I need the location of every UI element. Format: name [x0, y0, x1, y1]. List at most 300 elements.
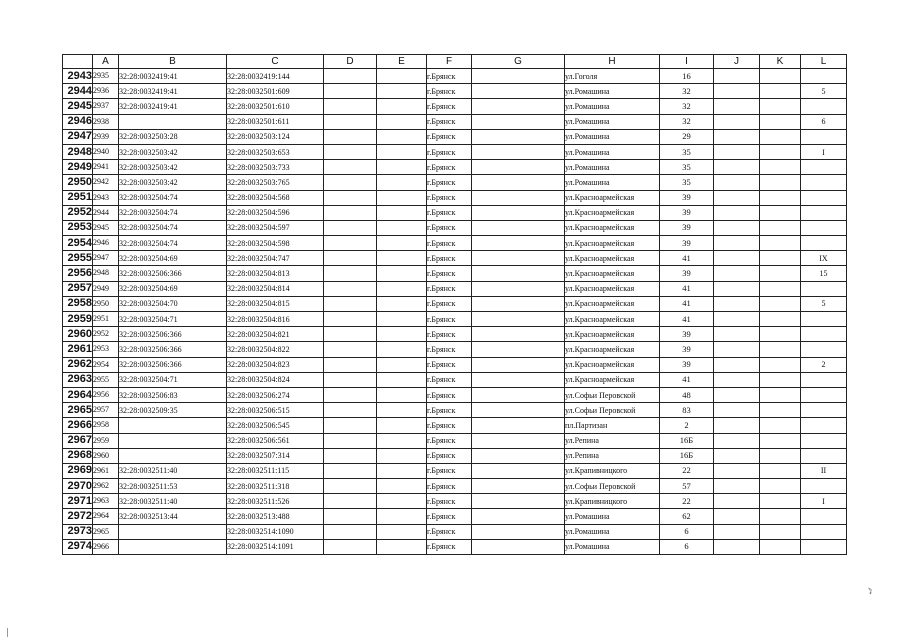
- row-number-cell[interactable]: 2954: [63, 236, 93, 251]
- cell-b[interactable]: 32:28:0032504:74: [119, 236, 227, 251]
- cell-i[interactable]: 39: [660, 220, 714, 235]
- cell-b[interactable]: 32:28:0032506:366: [119, 266, 227, 281]
- cell-b[interactable]: [119, 524, 227, 539]
- cell-i[interactable]: 48: [660, 387, 714, 402]
- row-number-cell[interactable]: 2943: [63, 69, 93, 84]
- cell-j[interactable]: [714, 114, 760, 129]
- cell-h[interactable]: ул.Ромашина: [565, 524, 660, 539]
- cell-e[interactable]: [377, 160, 427, 175]
- cell-g[interactable]: [472, 327, 565, 342]
- cell-c[interactable]: 32:28:0032501:611: [227, 114, 324, 129]
- cell-k[interactable]: [760, 494, 801, 509]
- cell-f[interactable]: г.Брянск: [427, 99, 472, 114]
- cell-i[interactable]: 22: [660, 463, 714, 478]
- cell-j[interactable]: [714, 205, 760, 220]
- cell-h[interactable]: ул.Репина: [565, 448, 660, 463]
- cell-e[interactable]: [377, 433, 427, 448]
- cell-g[interactable]: [472, 448, 565, 463]
- cell-b[interactable]: 32:28:0032513:44: [119, 509, 227, 524]
- cell-h[interactable]: ул.Ромашина: [565, 175, 660, 190]
- cell-g[interactable]: [472, 494, 565, 509]
- cell-d[interactable]: [324, 539, 377, 554]
- cell-j[interactable]: [714, 129, 760, 144]
- cell-b[interactable]: 32:28:0032503:42: [119, 175, 227, 190]
- row-number-cell[interactable]: 2968: [63, 448, 93, 463]
- cell-b[interactable]: 32:28:0032506:366: [119, 327, 227, 342]
- row-number-cell[interactable]: 2951: [63, 190, 93, 205]
- cell-l[interactable]: [801, 312, 847, 327]
- cell-a[interactable]: 2941: [93, 160, 119, 175]
- cell-k[interactable]: [760, 327, 801, 342]
- cell-j[interactable]: [714, 236, 760, 251]
- cell-a[interactable]: 2956: [93, 387, 119, 402]
- cell-i[interactable]: 41: [660, 251, 714, 266]
- cell-a[interactable]: 2950: [93, 296, 119, 311]
- cell-c[interactable]: 32:28:0032514:1091: [227, 539, 324, 554]
- cell-d[interactable]: [324, 418, 377, 433]
- cell-j[interactable]: [714, 220, 760, 235]
- cell-j[interactable]: [714, 84, 760, 99]
- cell-k[interactable]: [760, 190, 801, 205]
- cell-c[interactable]: 32:28:0032501:609: [227, 84, 324, 99]
- cell-f[interactable]: г.Брянск: [427, 372, 472, 387]
- cell-d[interactable]: [324, 509, 377, 524]
- row-number-cell[interactable]: 2958: [63, 296, 93, 311]
- cell-k[interactable]: [760, 312, 801, 327]
- cell-f[interactable]: г.Брянск: [427, 266, 472, 281]
- cell-k[interactable]: [760, 372, 801, 387]
- cell-k[interactable]: [760, 342, 801, 357]
- cell-l[interactable]: [801, 372, 847, 387]
- cell-e[interactable]: [377, 236, 427, 251]
- cell-g[interactable]: [472, 84, 565, 99]
- cell-l[interactable]: I: [801, 144, 847, 159]
- cell-i[interactable]: 39: [660, 205, 714, 220]
- row-number-cell[interactable]: 2950: [63, 175, 93, 190]
- cell-k[interactable]: [760, 99, 801, 114]
- cell-j[interactable]: [714, 342, 760, 357]
- cell-b[interactable]: [119, 539, 227, 554]
- cell-h[interactable]: ул.Красноармейская: [565, 266, 660, 281]
- cell-e[interactable]: [377, 99, 427, 114]
- cell-j[interactable]: [714, 433, 760, 448]
- cell-k[interactable]: [760, 251, 801, 266]
- row-number-cell[interactable]: 2953: [63, 220, 93, 235]
- cell-f[interactable]: г.Брянск: [427, 251, 472, 266]
- cell-c[interactable]: 32:28:0032507:314: [227, 448, 324, 463]
- cell-l[interactable]: [801, 220, 847, 235]
- cell-i[interactable]: 35: [660, 175, 714, 190]
- cell-c[interactable]: 32:28:0032506:515: [227, 403, 324, 418]
- cell-f[interactable]: г.Брянск: [427, 524, 472, 539]
- cell-j[interactable]: [714, 190, 760, 205]
- cell-c[interactable]: 32:28:0032514:1090: [227, 524, 324, 539]
- cell-d[interactable]: [324, 99, 377, 114]
- cell-c[interactable]: 32:28:0032504:814: [227, 281, 324, 296]
- cell-j[interactable]: [714, 357, 760, 372]
- cell-h[interactable]: ул.Красноармейская: [565, 357, 660, 372]
- cell-c[interactable]: 32:28:0032503:733: [227, 160, 324, 175]
- cell-g[interactable]: [472, 205, 565, 220]
- cell-k[interactable]: [760, 84, 801, 99]
- cell-e[interactable]: [377, 84, 427, 99]
- cell-b[interactable]: 32:28:0032504:74: [119, 190, 227, 205]
- cell-h[interactable]: ул.Красноармейская: [565, 327, 660, 342]
- cell-g[interactable]: [472, 463, 565, 478]
- cell-c[interactable]: 32:28:0032419:144: [227, 69, 324, 84]
- column-header-a[interactable]: A: [93, 55, 119, 69]
- cell-f[interactable]: г.Брянск: [427, 296, 472, 311]
- cell-f[interactable]: г.Брянск: [427, 144, 472, 159]
- row-number-cell[interactable]: 2966: [63, 418, 93, 433]
- cell-h[interactable]: ул.Красноармейская: [565, 205, 660, 220]
- cell-f[interactable]: г.Брянск: [427, 433, 472, 448]
- cell-l[interactable]: [801, 205, 847, 220]
- cell-f[interactable]: г.Брянск: [427, 463, 472, 478]
- cell-h[interactable]: ул.Софьи Перовской: [565, 387, 660, 402]
- cell-c[interactable]: 32:28:0032511:115: [227, 463, 324, 478]
- cell-a[interactable]: 2940: [93, 144, 119, 159]
- row-number-cell[interactable]: 2960: [63, 327, 93, 342]
- cell-b[interactable]: [119, 448, 227, 463]
- column-header-f[interactable]: F: [427, 55, 472, 69]
- cell-j[interactable]: [714, 144, 760, 159]
- cell-g[interactable]: [472, 144, 565, 159]
- cell-j[interactable]: [714, 403, 760, 418]
- cell-e[interactable]: [377, 251, 427, 266]
- cell-k[interactable]: [760, 539, 801, 554]
- cell-h[interactable]: ул.Ромашина: [565, 99, 660, 114]
- cell-h[interactable]: ул.Красноармейская: [565, 372, 660, 387]
- cell-k[interactable]: [760, 236, 801, 251]
- cell-b[interactable]: 32:28:0032419:41: [119, 84, 227, 99]
- cell-h[interactable]: ул.Ромашина: [565, 84, 660, 99]
- cell-d[interactable]: [324, 69, 377, 84]
- cell-a[interactable]: 2966: [93, 539, 119, 554]
- cell-c[interactable]: 32:28:0032504:598: [227, 236, 324, 251]
- cell-i[interactable]: 16Б: [660, 433, 714, 448]
- cell-i[interactable]: 39: [660, 327, 714, 342]
- cell-l[interactable]: [801, 160, 847, 175]
- cell-c[interactable]: 32:28:0032504:596: [227, 205, 324, 220]
- row-number-cell[interactable]: 2964: [63, 387, 93, 402]
- cell-b[interactable]: 32:28:0032506:366: [119, 342, 227, 357]
- cell-d[interactable]: [324, 479, 377, 494]
- cell-i[interactable]: 16Б: [660, 448, 714, 463]
- cell-e[interactable]: [377, 114, 427, 129]
- cell-h[interactable]: ул.Красноармейская: [565, 342, 660, 357]
- cell-f[interactable]: г.Брянск: [427, 539, 472, 554]
- column-header-i[interactable]: I: [660, 55, 714, 69]
- cell-k[interactable]: [760, 479, 801, 494]
- cell-g[interactable]: [472, 251, 565, 266]
- cell-i[interactable]: 35: [660, 160, 714, 175]
- cell-g[interactable]: [472, 99, 565, 114]
- cell-l[interactable]: II: [801, 463, 847, 478]
- cell-d[interactable]: [324, 220, 377, 235]
- cell-a[interactable]: 2965: [93, 524, 119, 539]
- cell-e[interactable]: [377, 463, 427, 478]
- cell-l[interactable]: [801, 281, 847, 296]
- cell-i[interactable]: 39: [660, 342, 714, 357]
- cell-h[interactable]: ул.Софьи Перовской: [565, 479, 660, 494]
- cell-a[interactable]: 2949: [93, 281, 119, 296]
- cell-j[interactable]: [714, 479, 760, 494]
- column-header-c[interactable]: C: [227, 55, 324, 69]
- cell-e[interactable]: [377, 144, 427, 159]
- cell-d[interactable]: [324, 433, 377, 448]
- cell-b[interactable]: 32:28:0032511:40: [119, 463, 227, 478]
- cell-d[interactable]: [324, 357, 377, 372]
- column-header-j[interactable]: J: [714, 55, 760, 69]
- row-number-cell[interactable]: 2955: [63, 251, 93, 266]
- cell-f[interactable]: г.Брянск: [427, 236, 472, 251]
- cell-k[interactable]: [760, 175, 801, 190]
- cell-b[interactable]: 32:28:0032511:40: [119, 494, 227, 509]
- cell-i[interactable]: 6: [660, 524, 714, 539]
- cell-k[interactable]: [760, 433, 801, 448]
- cell-a[interactable]: 2958: [93, 418, 119, 433]
- cell-a[interactable]: 2957: [93, 403, 119, 418]
- cell-f[interactable]: г.Брянск: [427, 418, 472, 433]
- cell-f[interactable]: г.Брянск: [427, 387, 472, 402]
- cell-b[interactable]: [119, 114, 227, 129]
- cell-h[interactable]: ул.Красноармейская: [565, 251, 660, 266]
- cell-e[interactable]: [377, 129, 427, 144]
- cell-g[interactable]: [472, 114, 565, 129]
- cell-k[interactable]: [760, 403, 801, 418]
- cell-k[interactable]: [760, 129, 801, 144]
- cell-f[interactable]: г.Брянск: [427, 84, 472, 99]
- cell-c[interactable]: 32:28:0032504:597: [227, 220, 324, 235]
- cell-g[interactable]: [472, 175, 565, 190]
- cell-i[interactable]: 39: [660, 357, 714, 372]
- cell-a[interactable]: 2951: [93, 312, 119, 327]
- cell-e[interactable]: [377, 403, 427, 418]
- cell-k[interactable]: [760, 220, 801, 235]
- cell-c[interactable]: 32:28:0032503:765: [227, 175, 324, 190]
- cell-i[interactable]: 57: [660, 479, 714, 494]
- cell-i[interactable]: 39: [660, 266, 714, 281]
- cell-l[interactable]: [801, 448, 847, 463]
- cell-j[interactable]: [714, 387, 760, 402]
- cell-g[interactable]: [472, 418, 565, 433]
- cell-a[interactable]: 2936: [93, 84, 119, 99]
- cell-d[interactable]: [324, 463, 377, 478]
- cell-f[interactable]: г.Брянск: [427, 160, 472, 175]
- cell-g[interactable]: [472, 296, 565, 311]
- cell-a[interactable]: 2954: [93, 357, 119, 372]
- cell-a[interactable]: 2959: [93, 433, 119, 448]
- cell-a[interactable]: 2963: [93, 494, 119, 509]
- cell-k[interactable]: [760, 357, 801, 372]
- cell-a[interactable]: 2944: [93, 205, 119, 220]
- row-number-cell[interactable]: 2972: [63, 509, 93, 524]
- cell-k[interactable]: [760, 69, 801, 84]
- cell-j[interactable]: [714, 372, 760, 387]
- column-header-e[interactable]: E: [377, 55, 427, 69]
- cell-l[interactable]: [801, 403, 847, 418]
- cell-f[interactable]: г.Брянск: [427, 129, 472, 144]
- cell-f[interactable]: г.Брянск: [427, 479, 472, 494]
- cell-c[interactable]: 32:28:0032504:815: [227, 296, 324, 311]
- cell-l[interactable]: [801, 175, 847, 190]
- cell-h[interactable]: ул.Ромашина: [565, 144, 660, 159]
- cell-a[interactable]: 2953: [93, 342, 119, 357]
- cell-f[interactable]: г.Брянск: [427, 357, 472, 372]
- row-number-cell[interactable]: 2963: [63, 372, 93, 387]
- cell-c[interactable]: 32:28:0032504:821: [227, 327, 324, 342]
- cell-e[interactable]: [377, 372, 427, 387]
- cell-i[interactable]: 16: [660, 69, 714, 84]
- cell-d[interactable]: [324, 160, 377, 175]
- cell-k[interactable]: [760, 281, 801, 296]
- cell-h[interactable]: ул.Ромашина: [565, 539, 660, 554]
- cell-e[interactable]: [377, 494, 427, 509]
- cell-a[interactable]: 2938: [93, 114, 119, 129]
- cell-h[interactable]: ул.Софьи Перовской: [565, 403, 660, 418]
- column-header-k[interactable]: K: [760, 55, 801, 69]
- cell-l[interactable]: [801, 524, 847, 539]
- row-number-cell[interactable]: 2944: [63, 84, 93, 99]
- cell-b[interactable]: 32:28:0032503:42: [119, 144, 227, 159]
- row-number-cell[interactable]: 2952: [63, 205, 93, 220]
- column-header-l[interactable]: L: [801, 55, 847, 69]
- cell-j[interactable]: [714, 327, 760, 342]
- cell-i[interactable]: 41: [660, 281, 714, 296]
- cell-c[interactable]: 32:28:0032501:610: [227, 99, 324, 114]
- cell-e[interactable]: [377, 524, 427, 539]
- cell-a[interactable]: 2935: [93, 69, 119, 84]
- cell-l[interactable]: [801, 418, 847, 433]
- cell-l[interactable]: IX: [801, 251, 847, 266]
- cell-g[interactable]: [472, 372, 565, 387]
- row-number-cell[interactable]: 2961: [63, 342, 93, 357]
- cell-c[interactable]: 32:28:0032513:488: [227, 509, 324, 524]
- cell-e[interactable]: [377, 266, 427, 281]
- cell-k[interactable]: [760, 205, 801, 220]
- cell-j[interactable]: [714, 69, 760, 84]
- row-number-cell[interactable]: 2945: [63, 99, 93, 114]
- row-number-cell[interactable]: 2947: [63, 129, 93, 144]
- cell-e[interactable]: [377, 175, 427, 190]
- cell-g[interactable]: [472, 479, 565, 494]
- cell-h[interactable]: пл.Партизан: [565, 418, 660, 433]
- cell-j[interactable]: [714, 175, 760, 190]
- cell-f[interactable]: г.Брянск: [427, 175, 472, 190]
- cell-k[interactable]: [760, 144, 801, 159]
- cell-e[interactable]: [377, 357, 427, 372]
- cell-a[interactable]: 2945: [93, 220, 119, 235]
- cell-b[interactable]: 32:28:0032503:28: [119, 129, 227, 144]
- cell-d[interactable]: [324, 403, 377, 418]
- cell-c[interactable]: 32:28:0032506:561: [227, 433, 324, 448]
- cell-l[interactable]: 15: [801, 266, 847, 281]
- cell-l[interactable]: [801, 509, 847, 524]
- cell-h[interactable]: ул.Крапивницкого: [565, 494, 660, 509]
- cell-l[interactable]: I: [801, 494, 847, 509]
- row-number-cell[interactable]: 2962: [63, 357, 93, 372]
- cell-l[interactable]: [801, 342, 847, 357]
- cell-b[interactable]: 32:28:0032509:35: [119, 403, 227, 418]
- cell-e[interactable]: [377, 190, 427, 205]
- cell-j[interactable]: [714, 251, 760, 266]
- cell-g[interactable]: [472, 403, 565, 418]
- cell-h[interactable]: ул.Красноармейская: [565, 312, 660, 327]
- cell-l[interactable]: [801, 433, 847, 448]
- cell-k[interactable]: [760, 160, 801, 175]
- cell-e[interactable]: [377, 312, 427, 327]
- cell-e[interactable]: [377, 220, 427, 235]
- cell-a[interactable]: 2955: [93, 372, 119, 387]
- cell-g[interactable]: [472, 524, 565, 539]
- cell-h[interactable]: ул.Репина: [565, 433, 660, 448]
- cell-c[interactable]: 32:28:0032503:653: [227, 144, 324, 159]
- cell-e[interactable]: [377, 69, 427, 84]
- cell-i[interactable]: 32: [660, 84, 714, 99]
- cell-c[interactable]: 32:28:0032504:747: [227, 251, 324, 266]
- cell-e[interactable]: [377, 205, 427, 220]
- cell-a[interactable]: 2939: [93, 129, 119, 144]
- cell-h[interactable]: ул.Крапивницкого: [565, 463, 660, 478]
- cell-b[interactable]: 32:28:0032506:83: [119, 387, 227, 402]
- cell-l[interactable]: 5: [801, 296, 847, 311]
- cell-b[interactable]: 32:28:0032506:366: [119, 357, 227, 372]
- cell-k[interactable]: [760, 266, 801, 281]
- cell-g[interactable]: [472, 281, 565, 296]
- cell-g[interactable]: [472, 312, 565, 327]
- cell-h[interactable]: ул.Ромашина: [565, 160, 660, 175]
- cell-c[interactable]: 32:28:0032504:823: [227, 357, 324, 372]
- cell-l[interactable]: [801, 387, 847, 402]
- row-number-cell[interactable]: 2971: [63, 494, 93, 509]
- cell-k[interactable]: [760, 387, 801, 402]
- cell-l[interactable]: [801, 190, 847, 205]
- cell-f[interactable]: г.Брянск: [427, 494, 472, 509]
- cell-l[interactable]: [801, 539, 847, 554]
- cell-d[interactable]: [324, 144, 377, 159]
- cell-b[interactable]: [119, 418, 227, 433]
- cell-d[interactable]: [324, 281, 377, 296]
- cell-c[interactable]: 32:28:0032504:813: [227, 266, 324, 281]
- cell-h[interactable]: ул.Красноармейская: [565, 281, 660, 296]
- cell-g[interactable]: [472, 539, 565, 554]
- cell-g[interactable]: [472, 160, 565, 175]
- cell-i[interactable]: 35: [660, 144, 714, 159]
- cell-l[interactable]: [801, 129, 847, 144]
- cell-a[interactable]: 2943: [93, 190, 119, 205]
- cell-d[interactable]: [324, 266, 377, 281]
- cell-l[interactable]: [801, 69, 847, 84]
- cell-i[interactable]: 39: [660, 236, 714, 251]
- cell-d[interactable]: [324, 372, 377, 387]
- cell-i[interactable]: 32: [660, 99, 714, 114]
- cell-f[interactable]: г.Брянск: [427, 312, 472, 327]
- cell-i[interactable]: 62: [660, 509, 714, 524]
- cell-c[interactable]: 32:28:0032506:545: [227, 418, 324, 433]
- cell-f[interactable]: г.Брянск: [427, 220, 472, 235]
- cell-g[interactable]: [472, 266, 565, 281]
- cell-f[interactable]: г.Брянск: [427, 448, 472, 463]
- cell-i[interactable]: 2: [660, 418, 714, 433]
- cell-j[interactable]: [714, 281, 760, 296]
- cell-h[interactable]: ул.Ромашина: [565, 114, 660, 129]
- cell-b[interactable]: 32:28:0032504:71: [119, 312, 227, 327]
- cell-b[interactable]: 32:28:0032504:69: [119, 281, 227, 296]
- cell-f[interactable]: г.Брянск: [427, 327, 472, 342]
- cell-j[interactable]: [714, 494, 760, 509]
- cell-e[interactable]: [377, 327, 427, 342]
